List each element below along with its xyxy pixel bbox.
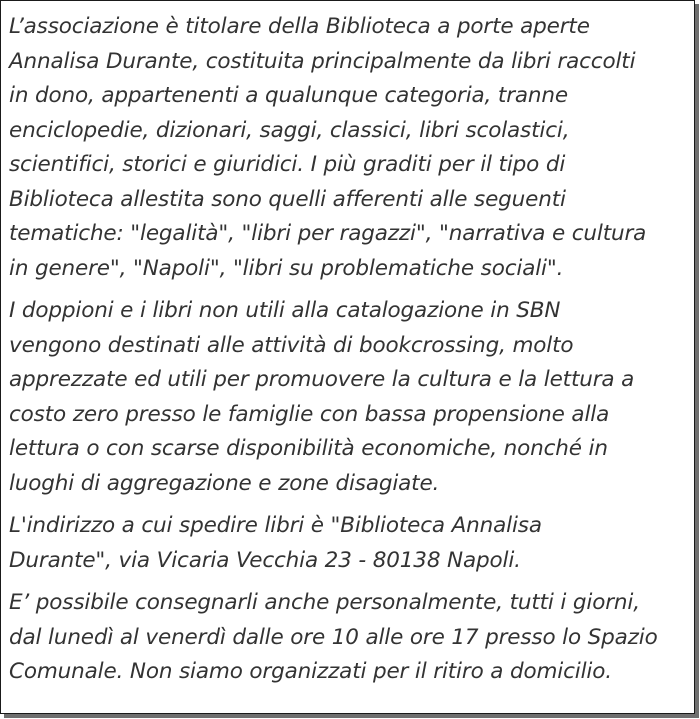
paragraph-library-description xyxy=(9,10,691,286)
text-line: vengono destinati alle attività di bookcrossing, molto xyxy=(9,332,574,358)
text-line: luoghi di aggregazione e zone disagiate. xyxy=(9,470,440,496)
text-line: Durante", via Vicaria Vecchia 23 - 80138 Napoli. xyxy=(9,547,521,573)
text-line: lettura o con scarse disponibilità economiche, nonché in xyxy=(9,436,608,461)
text-line: scientifici, storici e giuridici. I più graditi per il tipo di xyxy=(9,152,566,177)
text-line: Annalisa Durante, costituita principalmente da libri raccolti xyxy=(9,48,636,74)
text-line: dal lunedì al venerdì dalle ore 10 alle ore 17 presso lo Spazio xyxy=(9,624,658,650)
paragraph-delivery-hours xyxy=(9,586,691,690)
text-line: apprezzate ed utili per promuovere la cultura e la lettura a xyxy=(9,367,635,392)
paragraph-bookcrossing xyxy=(9,294,691,501)
text-line: costo zero presso le famiglie con bassa propensione alla xyxy=(9,401,610,427)
paragraph-shipping-address xyxy=(9,509,691,578)
text-line: Comunale. Non siamo organizzati per il ritiro a domicilio. xyxy=(9,659,612,684)
text-line: enciclopedie, dizionari, saggi, classici, libri scolastici, xyxy=(9,117,570,143)
text-line: Biblioteca allestita sono quelli afferenti alle seguenti xyxy=(9,186,566,212)
text-content xyxy=(9,10,691,698)
text-line: in dono, appartenenti a qualunque categoria, tranne xyxy=(9,83,568,108)
text-line: L’associazione è titolare della Biblioteca a porte aperte xyxy=(9,14,590,39)
text-line: tematiche: "legalità", "libri per ragazzi", "narrativa e cultura xyxy=(9,221,647,246)
text-line: in genere", "Napoli", "libri su problematiche sociali". xyxy=(9,255,564,281)
text-line: L'indirizzo a cui spedire libri è "Biblioteca Annalisa xyxy=(9,513,542,538)
text-line: E’ possibile consegnarli anche personalmente, tutti i giorni, xyxy=(9,590,640,615)
text-line: I doppioni e i libri non utili alla catalogazione in SBN xyxy=(9,298,561,323)
